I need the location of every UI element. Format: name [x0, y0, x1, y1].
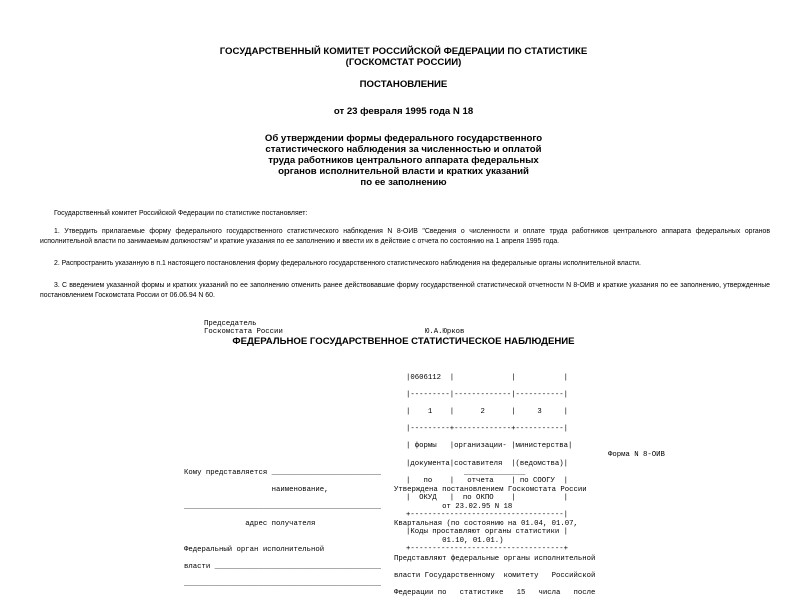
approval-line: Представляют федеральные органы исполнительной: [394, 554, 596, 563]
codes-table-line: | по | отчета | по СООГУ |: [406, 476, 569, 485]
item-1-text: 1. Утвердить прилагаемые форму федерального государственного статистического наблюдения N 8-ОИВ "Сведения о численности и оплате труда работников центрального аппарата федеральных органов исполнительной власти по занимаемым должностям" и краткие указания по ее заполнению и ввести их в действие с отчета по состоянию на 1 апреля 1995 года.: [40, 228, 770, 245]
recipient-line: Кому представляется _________________________: [184, 468, 382, 477]
document-type: ПОСТАНОВЛЕНИЕ: [359, 79, 448, 90]
form-heading: ФЕДЕРАЛЬНОЕ ГОСУДАРСТВЕННОЕ СТАТИСТИЧЕСКОЕ НАБЛЮДЕНИЕ: [232, 336, 575, 347]
approval-line: власти Государственному комитету Российской: [394, 571, 596, 580]
item-2-paragraph: [40, 259, 770, 269]
codes-table-line: |документа|составителя |(ведомства)|: [406, 459, 569, 468]
codes-table-line: |0606112 | | |: [406, 373, 569, 382]
document-date: от 23 февраля 1995 года N 18: [333, 106, 474, 117]
recipient-line: власти ______________________________________: [184, 563, 382, 572]
recipient-line: _____________________________________________: [184, 580, 382, 589]
recipient-line: _____________________________________________: [184, 502, 382, 511]
codes-table-line: | 1 | 2 | 3 |: [406, 407, 569, 416]
title-line: по ее заполнению: [360, 177, 447, 188]
item-3-paragraph: [40, 281, 770, 301]
approval-line: ______________: [394, 468, 526, 477]
item-3-text: 3. С введением указанной формы и кратких указаний по ее заполнению отменить ранее действовавшие форму государственной статистической отчетности N 8-ОИВ и краткие указания по ее заполнению, утвержденные постановлением Госкомстата России от 06.06.94 N 60.: [40, 282, 770, 299]
approval-line: от 23.02.95 N 18: [394, 502, 513, 511]
recipient-line: адрес получателя: [184, 520, 316, 529]
document-title: [0, 133, 807, 188]
recipient-line: наименование,: [184, 485, 329, 494]
approval-line: 01.10, 01.01.): [394, 537, 504, 546]
recipient-line: Федеральный орган исполнительной: [184, 545, 325, 554]
codes-table-line: |---------|-------------|-----------|: [406, 390, 569, 399]
preamble-text: Государственный комитет Российской Федерации по статистике постановляет:: [54, 210, 308, 217]
codes-table-line: +-----------------------------------|: [406, 511, 569, 520]
recipient-block: [184, 460, 381, 598]
approval-line: Квартальная (по состоянию на 01.04, 01.07,: [394, 520, 578, 529]
signature-role-line2: Госкомстата России: [204, 328, 283, 336]
approval-block: [394, 460, 595, 606]
item-2-text: 2. Распространить указанную в п.1 настоящего постановления форму федерального государственного статистического наблюдения на федеральные органы исполнительной власти.: [54, 260, 641, 267]
codes-table-line: |---------+-------------+-----------|: [406, 425, 569, 434]
codes-table-line: | формы |организации- |министерства|: [406, 442, 573, 451]
approval-line: Федерации по статистике 15 числа после: [394, 588, 596, 597]
title-line: Об утверждении формы федерального государственного: [264, 133, 543, 144]
org-name-line2: (ГОСКОМСТАТ РОССИИ): [345, 57, 462, 68]
signature-name: Ю.А.Юрков: [425, 328, 465, 336]
title-line: труда работников центрального аппарата федеральных: [268, 155, 539, 166]
item-1-paragraph: [40, 227, 770, 247]
org-name-line1: ГОСУДАРСТВЕННЫЙ КОМИТЕТ РОССИЙСКОЙ ФЕДЕРАЦИИ ПО СТАТИСТИКЕ: [219, 46, 588, 57]
approval-line: Утверждена постановлением Госкомстата России: [394, 485, 587, 494]
codes-table-line: | ОКУД | по ОКПО | |: [406, 493, 569, 502]
codes-table-line: |Коды проставляют органы статистики |: [406, 528, 569, 537]
codes-table-line: +-----------------------------------+: [406, 545, 569, 554]
form-number: Форма N 8-ОИВ: [608, 451, 665, 459]
title-line: статистического наблюдения за численностью и оплатой: [265, 144, 542, 155]
preamble-paragraph: [40, 209, 770, 219]
signature-role-line1: Председатель: [204, 320, 257, 328]
title-line: органов исполнительной власти и кратких указаний: [278, 166, 529, 177]
